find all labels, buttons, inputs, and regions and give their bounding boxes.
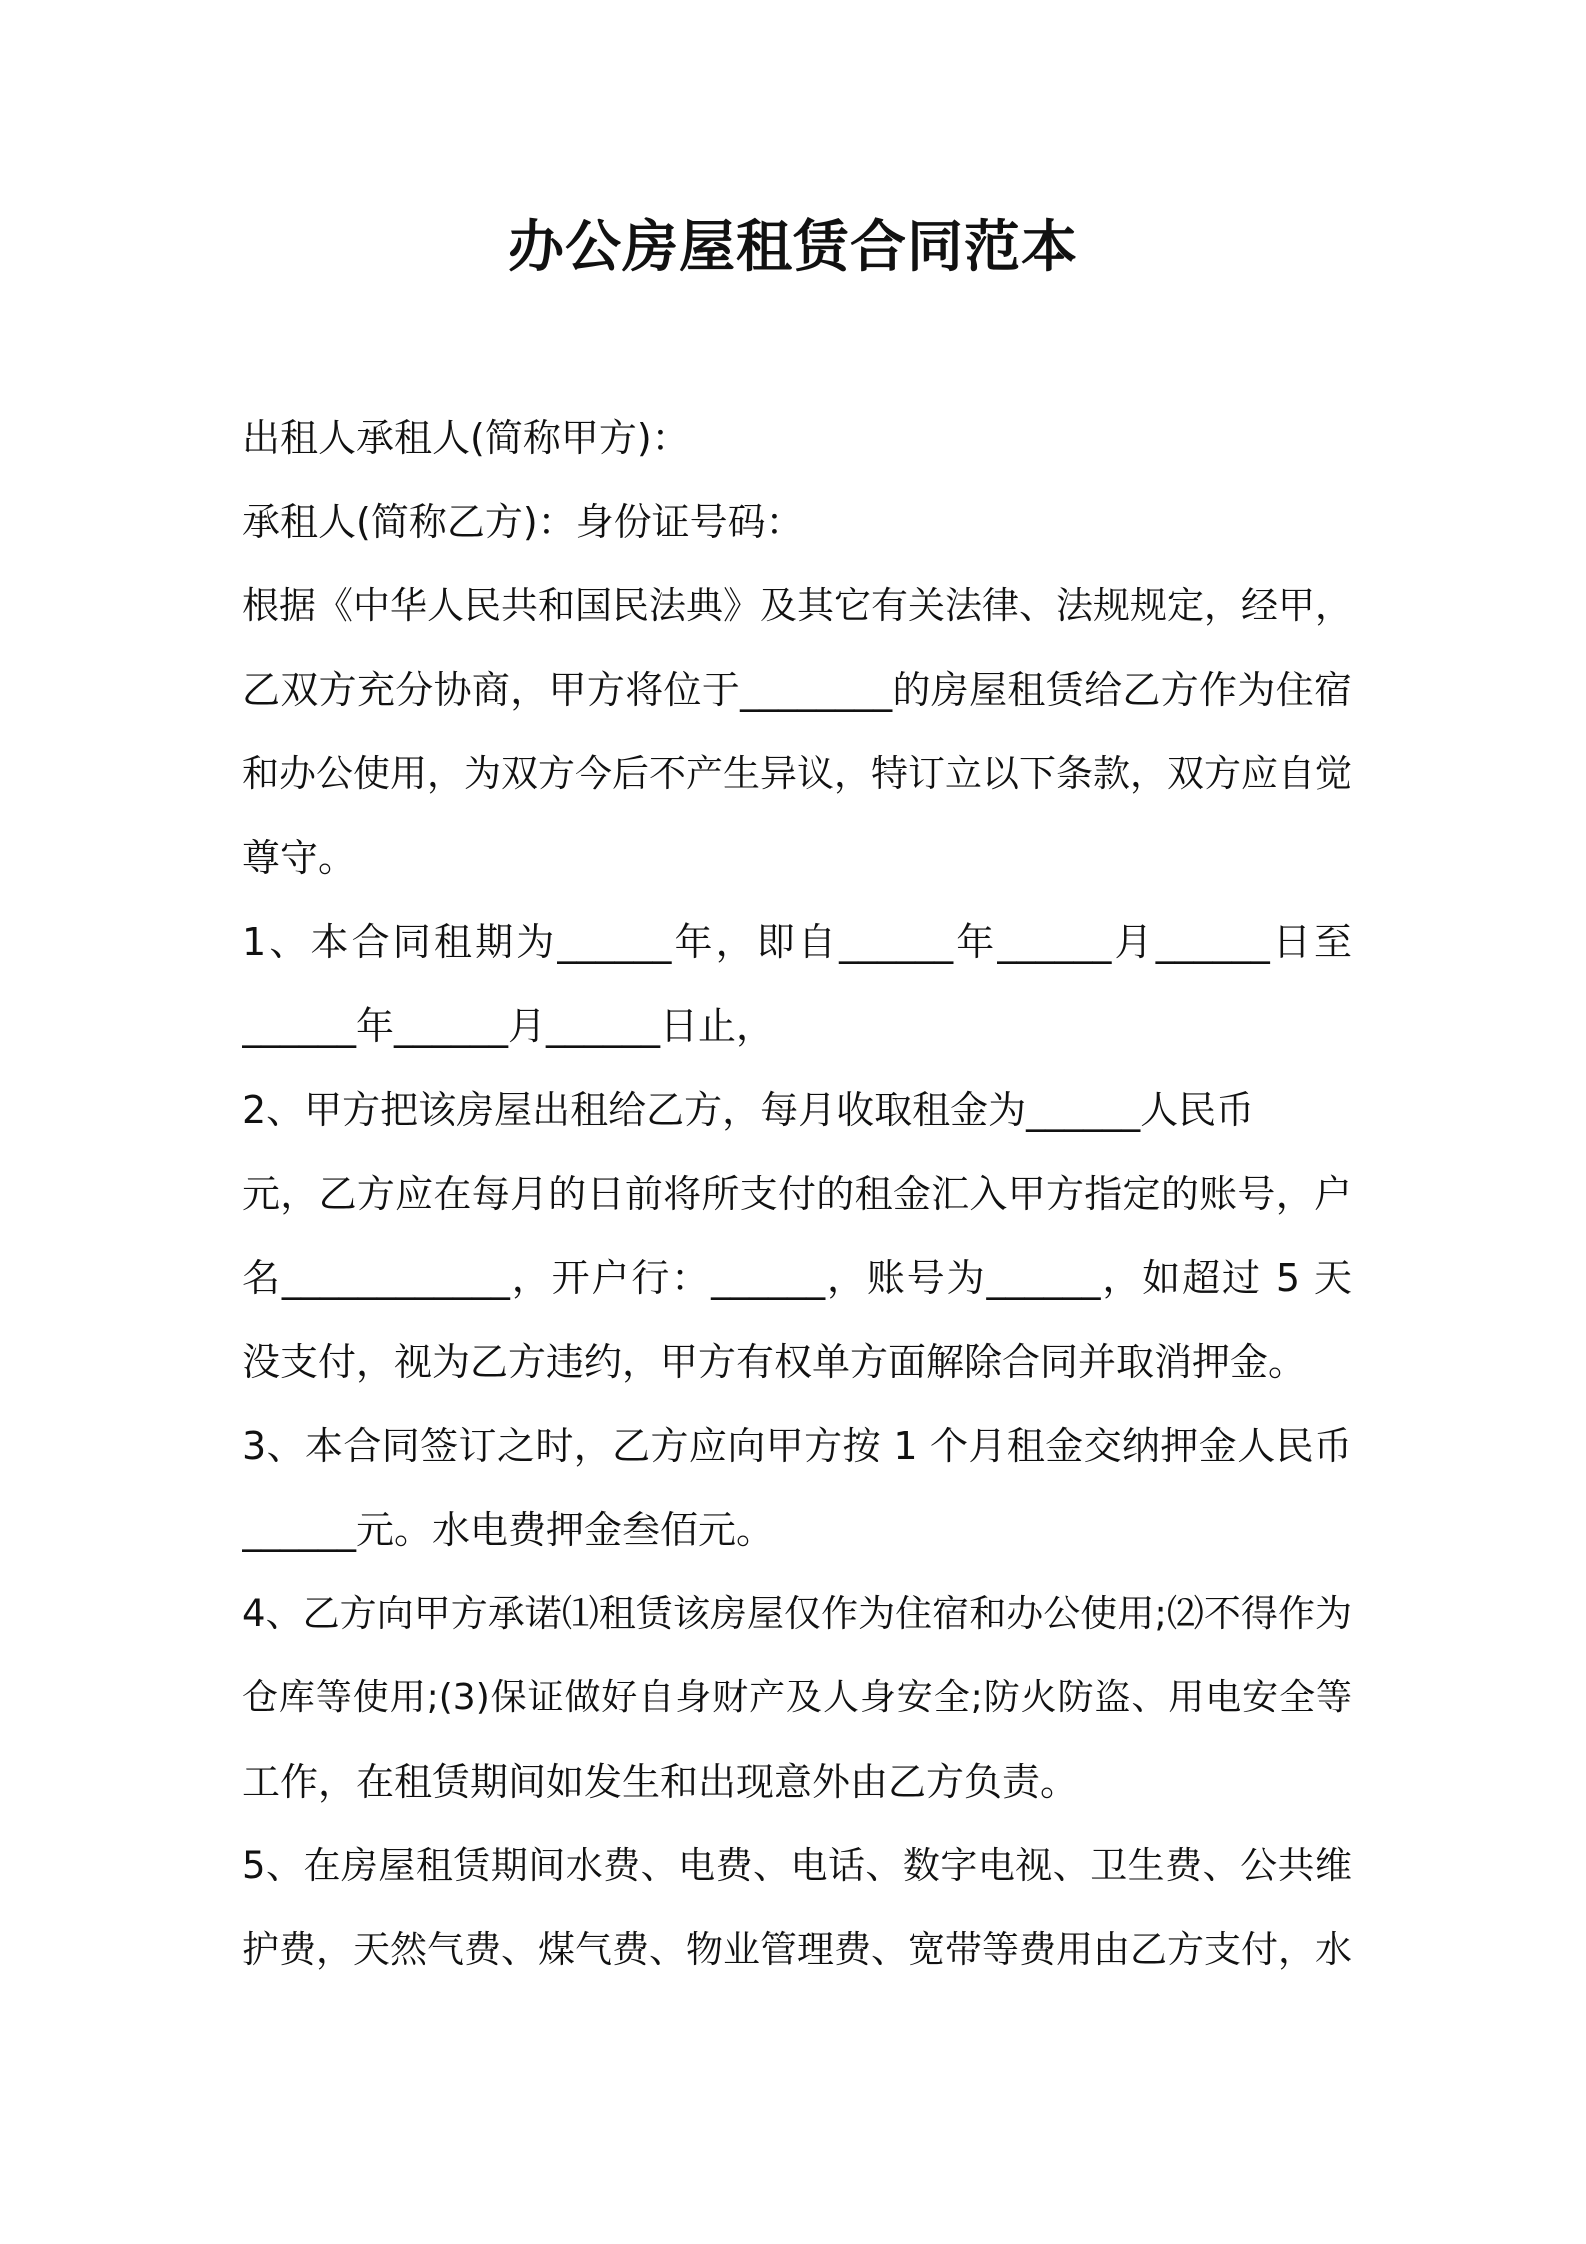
text-line: 4、乙方向甲方承诺⑴租赁该房屋仅作为住宿和办公使用;⑵不得作为 [242,1592,1352,1635]
text-line: 工作，在租赁期间如发生和出现意外由乙方负责。 [242,1760,1079,1804]
text-line: 1、本合同租期为______年，即自______年______月______日至 [242,920,1352,964]
document-title: 办公房屋租赁合同范本 [508,215,1078,280]
text-line: 没支付，视为乙方违约，甲方有权单方面解除合同并取消押金。 [242,1340,1307,1384]
text-line: 元，乙方应在每月的日前将所支付的租金汇入甲方指定的账号，户 [242,1172,1352,1216]
text-line: 护费，天然气费、煤气费、物业管理费、宽带等费用由乙方支付，水 [242,1928,1352,1971]
text-line: ______年______月______日止， [242,1004,775,1048]
text-line: 2、甲方把该房屋出租给乙方，每月收取租金为______人民币 [242,1088,1255,1132]
text-line: ______元。水电费押金叁佰元。 [242,1508,775,1552]
text-line: 仓库等使用;(3)保证做好自身财产及人身安全;防火防盗、用电安全等 [242,1677,1352,1718]
text-line: 3、本合同签订之时，乙方应向甲方按 1 个月租金交纳押金人民币 [242,1424,1352,1468]
text-line: 5、在房屋租赁期间水费、电费、电话、数字电视、卫生费、公共维 [242,1844,1352,1887]
text-line: 和办公使用，为双方今后不产生异议，特订立以下条款，双方应自觉 [242,752,1352,795]
text-line: 名____________，开户行：______，账号为______，如超过 5 天 [242,1256,1352,1300]
text-line: 承租人(简称乙方)：身份证号码： [242,500,804,544]
text-line: 尊守。 [242,836,357,880]
text-line: 出租人承租人(简称甲方)： [242,416,690,460]
text-line: 乙双方充分协商，甲方将位于________的房屋租赁给乙方作为住宿 [242,668,1352,712]
text-line: 根据《中华人民共和国民法典》及其它有关法律、法规规定，经甲， [242,584,1352,627]
